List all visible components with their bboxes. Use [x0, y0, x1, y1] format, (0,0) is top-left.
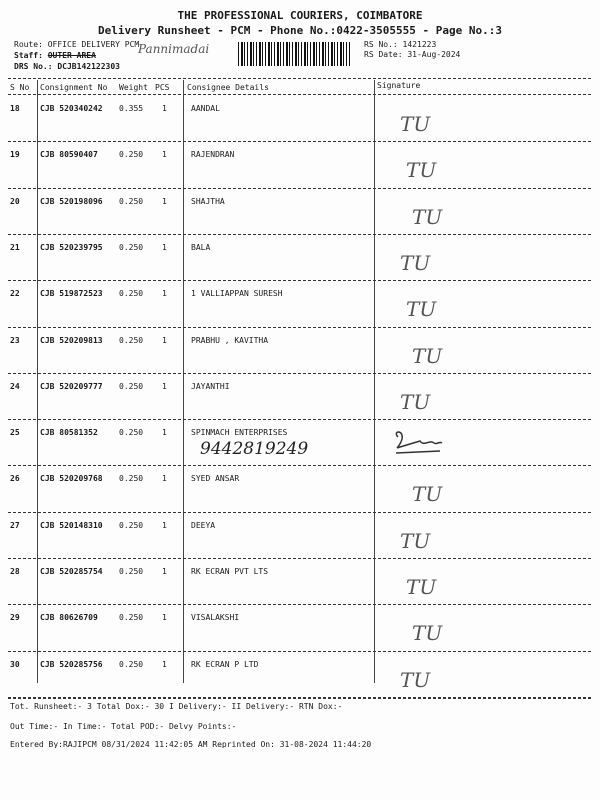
- company-title: THE PROFESSIONAL COURIERS, COIMBATORE: [177, 9, 423, 22]
- row-divider: [8, 419, 591, 420]
- column-divider: [37, 80, 38, 683]
- cell-consignment: CJB 520285756: [40, 659, 103, 669]
- cell-weight: 0.250: [119, 428, 144, 438]
- col-header-sno: S No: [10, 83, 30, 92]
- cell-weight: 0.250: [119, 150, 144, 160]
- barcode: [238, 42, 350, 66]
- cell-weight: 0.250: [119, 335, 144, 345]
- cell-pcs: 1: [162, 150, 167, 160]
- rs-date-label: RS Date:: [364, 50, 403, 59]
- cell-weight: 0.250: [119, 474, 144, 484]
- cell-consignment: CJB 80626709: [40, 613, 98, 623]
- cell-consignment: CJB 519872523: [40, 289, 103, 299]
- cell-consignment: CJB 80590407: [40, 150, 98, 160]
- signature-mark: TU: [406, 158, 437, 183]
- cell-sno: 25: [10, 428, 20, 438]
- cell-consignment: CJB 520209768: [40, 474, 103, 484]
- cell-consignment: CJB 520148310: [40, 520, 103, 530]
- cell-sno: 30: [10, 659, 20, 669]
- footer-totals: Tot. Runsheet:- 3 Total Dox:- 30 I Delivery:- II Delivery:- RTN Dox:-: [10, 702, 343, 711]
- rs-date-value: 31-Aug-2024: [407, 50, 461, 59]
- cell-sno: 26: [10, 474, 20, 484]
- cell-consignee: BALA: [191, 242, 211, 252]
- cell-consignee: PRABHU , KAVITHA: [191, 335, 269, 345]
- cell-pcs: 1: [162, 242, 167, 252]
- cell-consignee: RK ECRAN PVT LTS: [191, 567, 269, 576]
- route-label: Route:: [14, 40, 43, 49]
- row-divider: [8, 141, 591, 142]
- col-header-consignment: Consignment No: [40, 83, 108, 92]
- row-divider: [8, 373, 591, 374]
- cell-consignee: SHAJTHA: [191, 196, 225, 206]
- cell-pcs: 1: [162, 474, 167, 484]
- row-divider: [8, 512, 591, 513]
- cell-consignee: SPINMACH ENTERPRISES: [191, 428, 288, 438]
- cell-sno: 28: [10, 567, 20, 576]
- cell-consignment: CJB 520340242: [40, 104, 103, 113]
- cell-pcs: 1: [162, 567, 167, 576]
- cell-weight: 0.250: [119, 520, 144, 530]
- rs-date-line: [364, 50, 460, 59]
- staff-line: [14, 51, 96, 60]
- signature-mark: TU: [400, 112, 431, 136]
- drs-value: DCJB142122303: [57, 62, 120, 71]
- cell-consignee: AANDAL: [191, 104, 220, 113]
- col-header-weight: Weight: [119, 83, 148, 92]
- cell-pcs: 1: [162, 335, 167, 345]
- cell-pcs: 1: [162, 520, 167, 530]
- footer-times: Out Time:- In Time:- Total POD:- Delvy Points:-: [10, 722, 237, 731]
- signature-mark: TU: [412, 343, 443, 368]
- cell-consignee: VISALAKSHI: [191, 613, 240, 623]
- cell-weight: 0.250: [119, 567, 144, 576]
- row-divider: [8, 280, 591, 281]
- signature-mark: TU: [406, 575, 437, 599]
- cell-consignment: CJB 520239795: [40, 242, 103, 252]
- drs-label: DRS No.:: [14, 62, 53, 71]
- signature-mark: TU: [400, 250, 431, 275]
- cell-weight: 0.250: [119, 242, 144, 252]
- cell-consignee: DEEYA: [191, 520, 216, 530]
- runsheet-subtitle: Delivery Runsheet - PCM - Phone No.:0422-3505555 - Page No.:3: [98, 24, 502, 37]
- handwritten-phone: 9442819249: [200, 439, 309, 460]
- cell-sno: 20: [10, 196, 20, 206]
- row-divider: [8, 604, 591, 605]
- cell-sno: 24: [10, 381, 20, 391]
- row-divider: [8, 188, 591, 189]
- signature-mark: TU: [400, 528, 431, 553]
- signature-mark: TU: [400, 667, 431, 692]
- route-value: OFFICE DELIVERY PCM: [47, 40, 140, 49]
- col-header-signature: Signature: [377, 81, 421, 90]
- cell-consignment: CJB 520285754: [40, 567, 103, 576]
- signature-mark: TU: [412, 621, 443, 646]
- cell-sno: 27: [10, 520, 20, 530]
- drs-line: [14, 62, 120, 71]
- cell-weight: 0.250: [119, 659, 144, 669]
- cell-pcs: 1: [162, 196, 167, 206]
- cell-sno: 22: [10, 289, 20, 299]
- footer-rule: [8, 698, 591, 699]
- signature-mark: TU: [406, 297, 437, 322]
- table-header-rule: [8, 94, 591, 95]
- cell-pcs: 1: [162, 659, 167, 669]
- signature-mark: TU: [412, 482, 443, 507]
- cell-consignment: CJB 520198096: [40, 196, 103, 206]
- row-divider: [8, 234, 591, 235]
- cell-consignee: JAYANTHI: [191, 381, 230, 391]
- cell-weight: 0.355: [119, 104, 144, 113]
- cell-consignment: CJB 520209813: [40, 335, 103, 345]
- staff-handwritten-note: Pannimadai: [138, 42, 210, 56]
- column-divider: [374, 80, 375, 683]
- row-divider: [8, 558, 591, 559]
- cell-consignment: CJB 80581352: [40, 428, 98, 438]
- cell-pcs: 1: [162, 381, 167, 391]
- rs-no-label: RS No.:: [364, 40, 398, 49]
- table-top-rule: [8, 78, 591, 79]
- footer-entered-by: Entered By:RAJIPCM 08/31/2024 11:42:05 AM Reprinted On: 31-08-2024 11:44:20: [10, 740, 372, 748]
- staff-label: Staff:: [14, 51, 43, 60]
- cell-pcs: 1: [162, 289, 167, 299]
- cell-sno: 19: [10, 150, 20, 160]
- cell-sno: 18: [10, 104, 20, 113]
- cell-consignment: CJB 520209777: [40, 381, 103, 391]
- cell-consignee: SYED ANSAR: [191, 474, 240, 484]
- row-divider: [8, 651, 591, 652]
- cell-pcs: 1: [162, 613, 167, 623]
- cell-sno: 21: [10, 242, 20, 252]
- col-header-consignee: Consignee Details: [187, 83, 269, 92]
- row-divider: [8, 327, 591, 328]
- cell-weight: 0.250: [119, 196, 144, 206]
- cell-consignee: 1 VALLIAPPAN SURESH: [191, 289, 283, 299]
- cell-sno: 29: [10, 613, 20, 623]
- column-divider: [183, 80, 184, 683]
- cell-consignee: RAJENDRAN: [191, 150, 235, 160]
- cell-weight: 0.250: [119, 381, 144, 391]
- route-line: [14, 40, 139, 49]
- cell-weight: 0.250: [119, 289, 144, 299]
- rs-no-value: 1421223: [402, 40, 437, 49]
- cell-pcs: 1: [162, 104, 167, 113]
- signature-mark: TU: [412, 204, 443, 229]
- row-divider: [8, 465, 591, 466]
- staff-value: OUTER AREA: [47, 51, 96, 60]
- rs-no-line: [364, 40, 436, 49]
- col-header-pcs: PCS: [155, 83, 170, 92]
- cell-sno: 23: [10, 335, 20, 345]
- signature-scribble: [390, 427, 445, 457]
- cell-weight: 0.250: [119, 613, 144, 623]
- signature-mark: TU: [400, 389, 431, 414]
- cell-pcs: 1: [162, 428, 167, 438]
- cell-consignee: RK ECRAN P LTD: [191, 659, 259, 669]
